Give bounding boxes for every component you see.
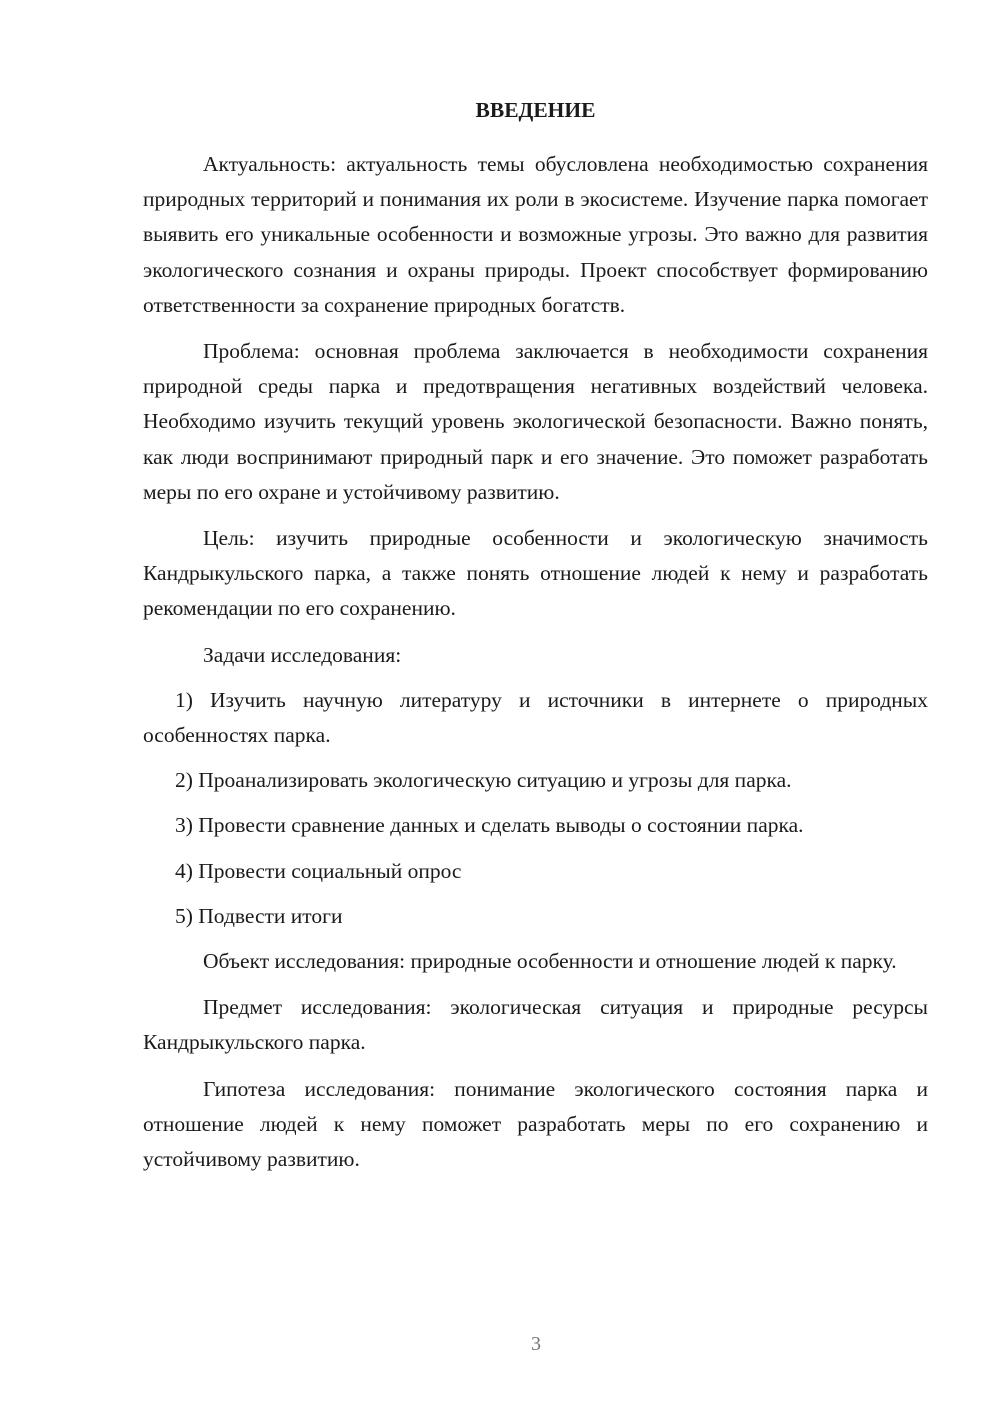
page-number: 3 <box>531 1333 541 1355</box>
task-item-5: 5) Подвести итоги <box>175 903 343 928</box>
document-page <box>143 92 928 1188</box>
paragraph-subject: Предмет исследования: экологическая ситуация и природные ресурсы Кандрыкульского парка. <box>143 995 928 1055</box>
section-title: ВВЕДЕНИЕ <box>475 98 596 122</box>
paragraph-problem: Проблема: основная проблема заключается в необходимости сохранения природной среды парка и предотвращения негативных воздействий человека. Необходимо изучить текущий уровень экологической безопасности. Важно понять, как люди воспринимают природный парк и его значение. Это поможет разработать меры по его охране и устойчивому развитию. <box>143 339 928 504</box>
paragraph-goal: Цель: изучить природные особенности и экологическую значимость Кандрыкульского парка, а также понять отношение людей к нему и разработать рекомендации по его сохранению. <box>143 526 928 621</box>
paragraph-relevance: Актуальность: актуальность темы обусловлена необходимостью сохранения природных территорий и понимания их роли в экосистеме. Изучение парка помогает выявить его уникальные особенности и возможные угрозы. Это важно для развития экологического сознания и охраны природы. Проект способствует формированию ответственности за сохранение природных богатств. <box>143 152 928 317</box>
tasks-heading: Задачи исследования: <box>203 642 402 667</box>
task-item-2: 2) Проанализировать экологическую ситуацию и угрозы для парка. <box>175 768 792 793</box>
task-item-1: 1) Изучить научную литературу и источники в интернете о природных особенностях парка. <box>143 687 928 748</box>
paragraph-object: Объект исследования: природные особенности и отношение людей к парку. <box>203 949 897 974</box>
task-item-3: 3) Провести сравнение данных и сделать выводы о состоянии парка. <box>175 813 804 838</box>
paragraph-hypothesis: Гипотеза исследования: понимание экологического состояния парка и отношение людей к нему поможет разработать меры по его сохранению и устойчивому развитию. <box>143 1076 928 1172</box>
task-item-4: 4) Провести социальный опрос <box>175 858 462 883</box>
